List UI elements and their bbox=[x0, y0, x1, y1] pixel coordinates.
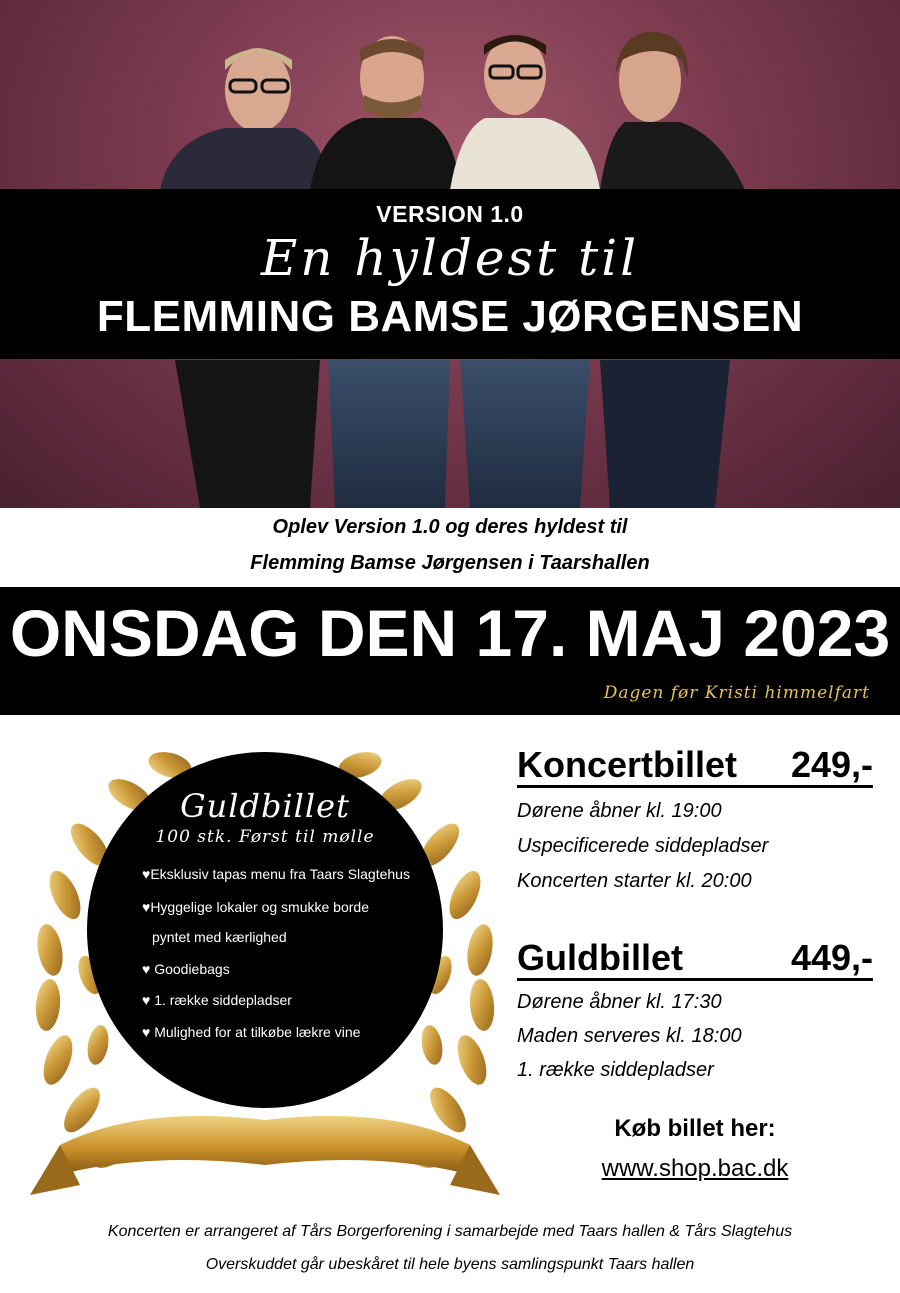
ticket-detail: Dørene åbner kl. 19:00 bbox=[517, 800, 722, 822]
footer-proceeds: Overskuddet går ubeskåret til hele byens samlingspunkt Taars hallen bbox=[205, 1256, 695, 1273]
list-item: pyntet med kærlighed bbox=[152, 929, 287, 945]
buy-ticket-label: Køb billet her: bbox=[614, 1115, 776, 1142]
ticket-price: 449,- bbox=[790, 937, 873, 978]
list-item: ♥ 1. række siddepladser bbox=[142, 992, 292, 1008]
ticket-detail: 1. række siddepladser bbox=[517, 1059, 714, 1081]
tagline: En hyldest til bbox=[260, 229, 640, 287]
ticket-concert-header bbox=[517, 742, 873, 788]
date-note: Dagen før Kristi himmelfart bbox=[603, 683, 870, 703]
ticket-gold-header bbox=[517, 935, 873, 981]
ticket-detail: Dørene åbner kl. 17:30 bbox=[517, 991, 722, 1013]
shop-link[interactable]: www.shop.bac.dk bbox=[601, 1155, 789, 1182]
title-band bbox=[0, 189, 900, 359]
list-item: ♥Eksklusiv tapas menu fra Taars Slagtehus bbox=[142, 866, 410, 882]
band-version: VERSION 1.0 bbox=[376, 201, 524, 227]
gold-ticket-badge bbox=[20, 725, 510, 1220]
ticket-detail: Koncerten starter kl. 20:00 bbox=[517, 870, 752, 892]
date-band bbox=[0, 587, 900, 715]
list-item: ♥Hyggelige lokaler og smukke borde bbox=[142, 899, 369, 915]
ticket-detail: Uspecificerede siddepladser bbox=[517, 835, 769, 857]
ticket-name: Koncertbillet bbox=[517, 744, 738, 785]
intro-line-1: Oplev Version 1.0 og deres hyldest til bbox=[272, 516, 628, 538]
headline-name: FLEMMING BAMSE JØRGENSEN bbox=[96, 292, 804, 341]
list-item: ♥ Goodiebags bbox=[142, 961, 230, 977]
intro-line-2: Flemming Bamse Jørgensen i Taarshallen bbox=[250, 552, 650, 574]
footer-organizers: Koncerten er arrangeret af Tårs Borgerforening i samarbejde med Taars hallen & Tårs Slagtehus bbox=[107, 1223, 793, 1240]
ticket-detail: Maden serveres kl. 18:00 bbox=[517, 1025, 742, 1047]
list-item: ♥ Mulighed for at tilkøbe lækre vine bbox=[142, 1024, 361, 1040]
ticket-name: Guldbillet bbox=[517, 937, 683, 978]
ticket-price: 249,- bbox=[790, 744, 873, 785]
event-date: ONSDAG DEN 17. MAJ 2023 bbox=[9, 596, 891, 670]
badge-subtitle: 100 stk. Først til mølle bbox=[155, 827, 375, 847]
badge-title: Guldbillet bbox=[180, 787, 350, 825]
